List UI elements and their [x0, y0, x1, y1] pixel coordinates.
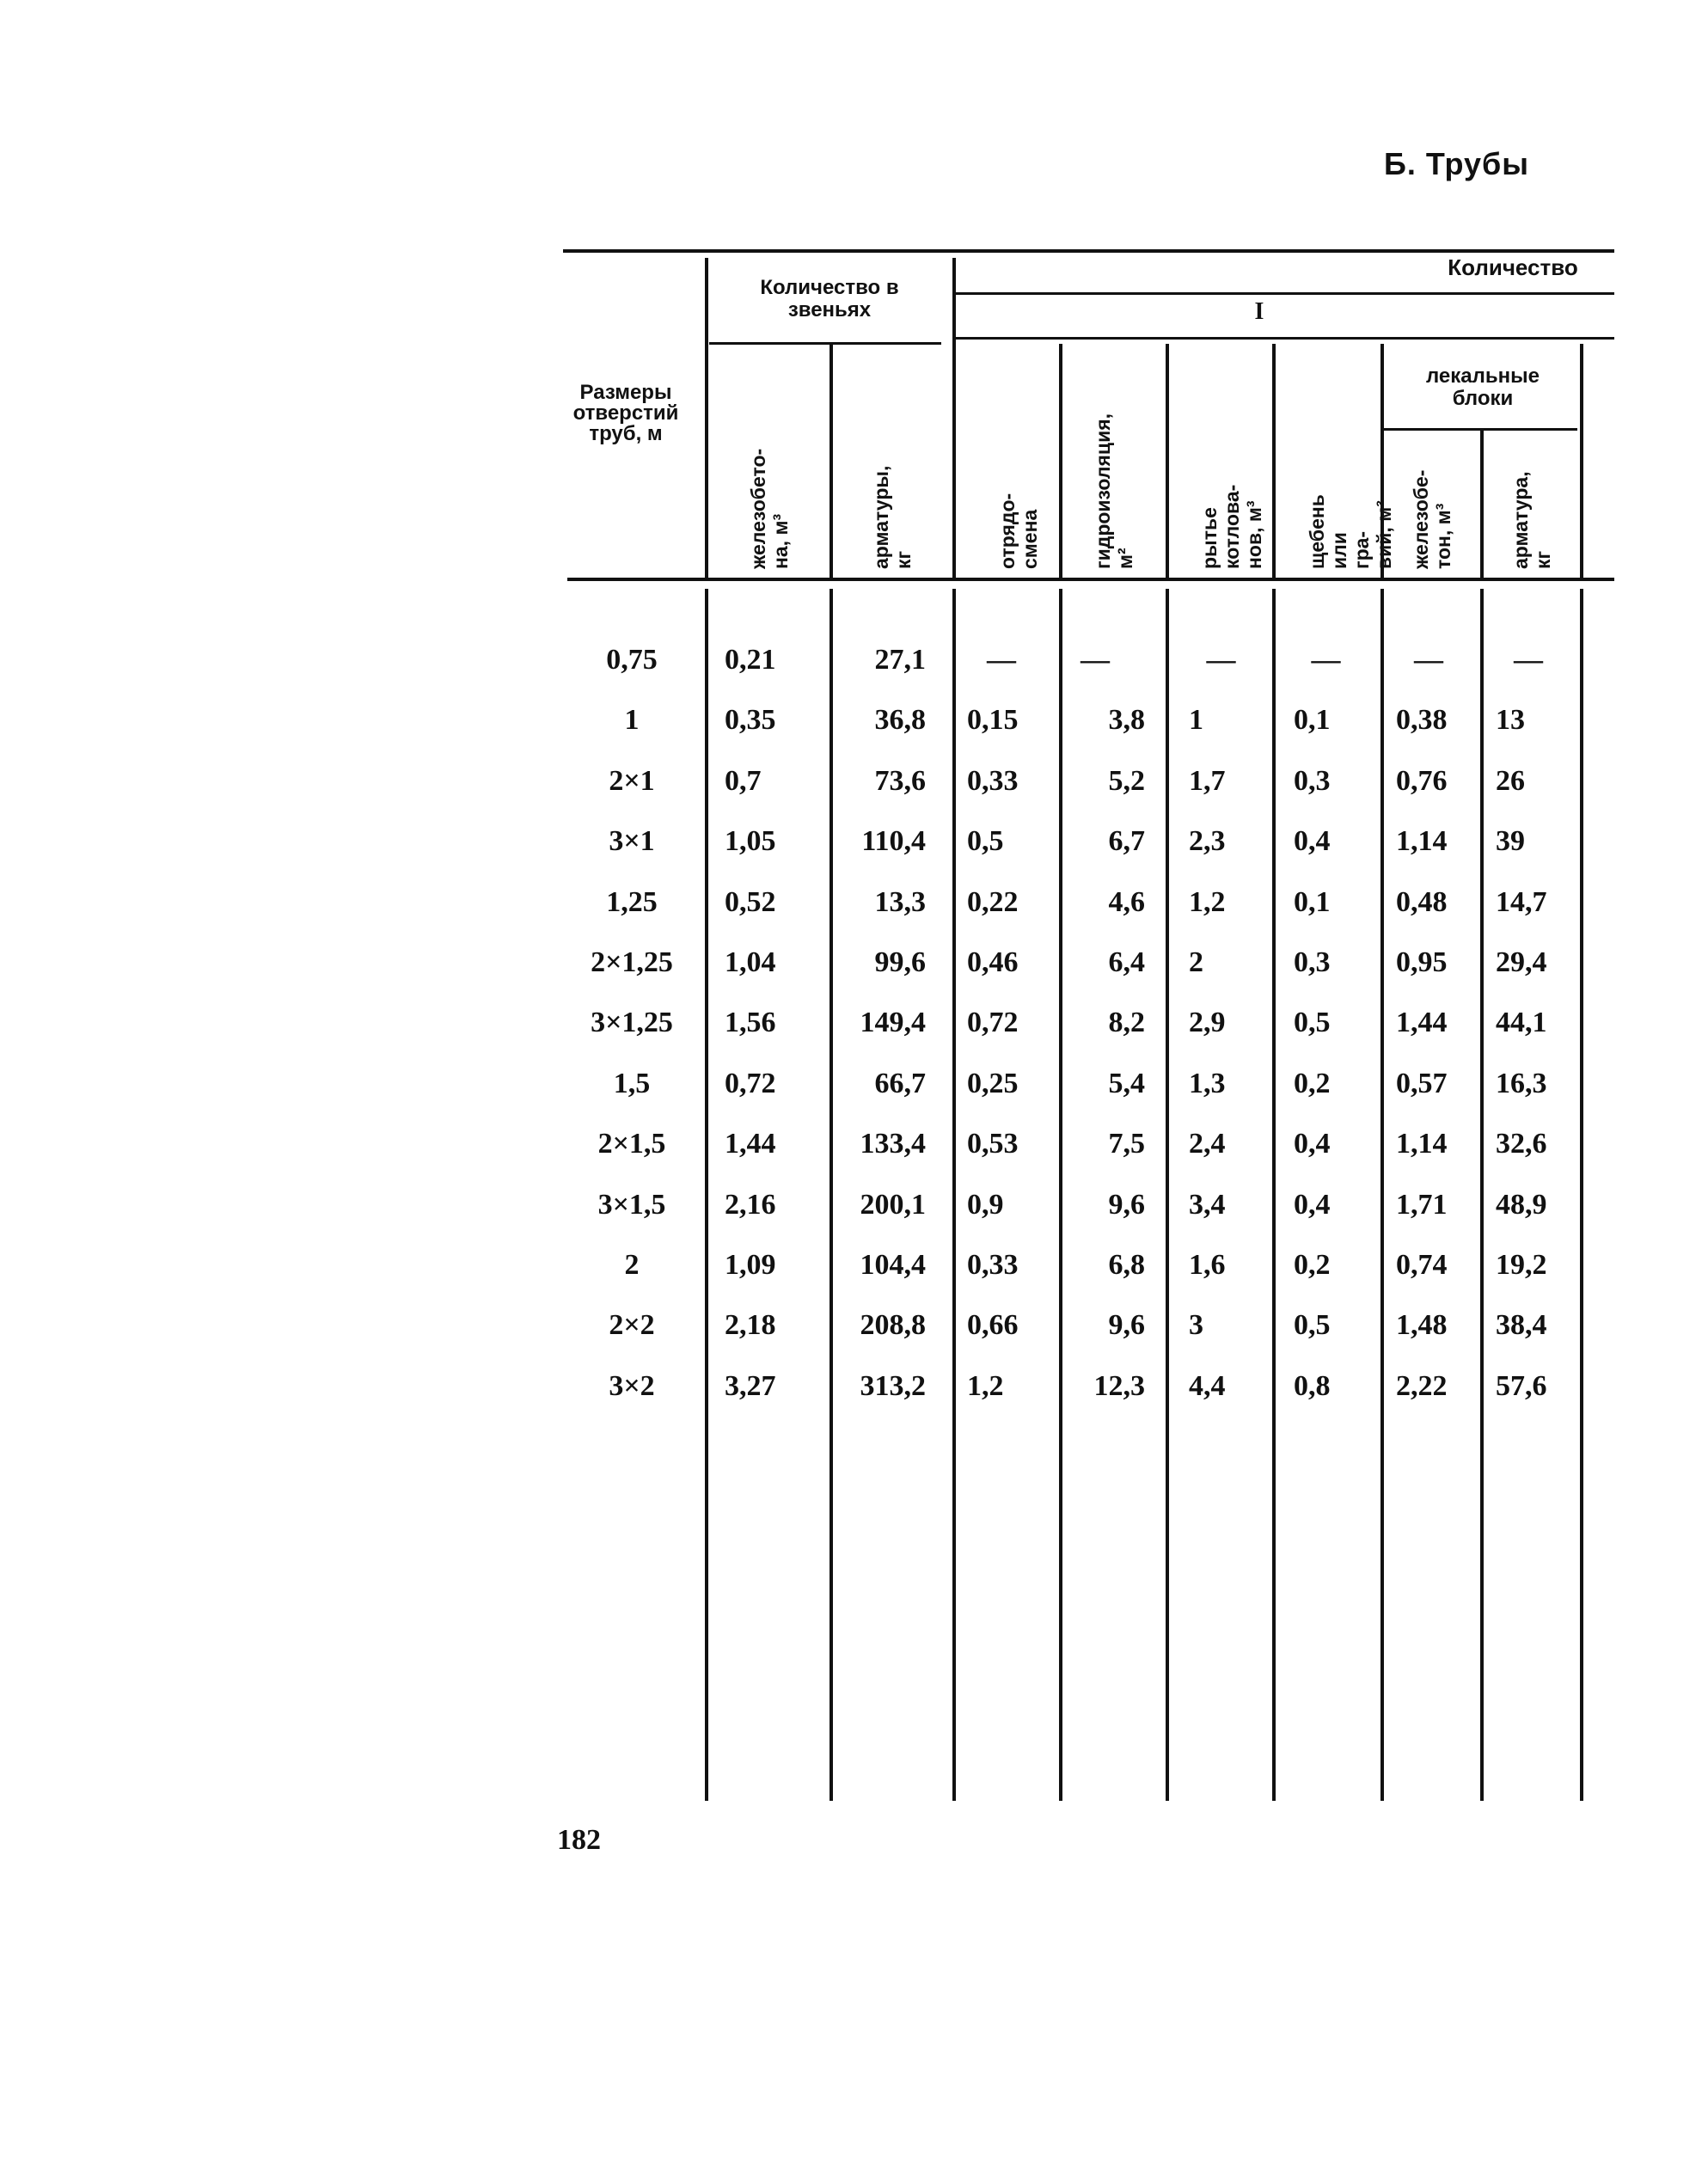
table-cell: 1,71: [1396, 1188, 1448, 1221]
table-cell: 0,72: [725, 1067, 776, 1099]
table-cell: 16,3: [1496, 1067, 1547, 1099]
table-cell: 1,6: [1189, 1249, 1226, 1281]
column-header-3: [996, 370, 1041, 569]
column-header-label: железобе- тон, м³: [1410, 469, 1454, 569]
table-cell: 2: [1189, 946, 1203, 978]
table-cell: 0,4: [1294, 1128, 1331, 1160]
column-rule-header: [1480, 430, 1484, 578]
table-cell: 2,4: [1189, 1128, 1226, 1160]
table-cell: 0,57: [1396, 1067, 1448, 1099]
table-cell: 0,9: [967, 1188, 1004, 1221]
table-cell: 0,35: [725, 704, 776, 737]
table-cell: 0,72: [967, 1007, 1019, 1039]
table-cell: —: [1206, 644, 1236, 676]
table-cell: 19,2: [1496, 1249, 1547, 1281]
table-cell: 0,53: [967, 1128, 1019, 1160]
column-rule-body: [1480, 589, 1484, 1801]
table-cell: 9,6: [1108, 1188, 1145, 1221]
column-header-8: [1509, 434, 1554, 569]
table-cell: 110,4: [861, 825, 926, 858]
table-cell: 0,74: [1396, 1249, 1448, 1281]
table-cell: 1,2: [1189, 885, 1226, 918]
table-cell: 6,8: [1108, 1249, 1145, 1281]
table-cell: 0,5: [1294, 1007, 1331, 1039]
table-cell: —: [1514, 644, 1543, 676]
row-label-header: Размеры отверстий труб, м: [572, 381, 679, 445]
table-cell: 0,5: [1294, 1309, 1331, 1342]
table-cell: 0,3: [1294, 764, 1331, 797]
column-rule-body: [705, 589, 708, 1801]
column-header-label: арматура, кг: [1509, 471, 1554, 569]
table-cell: 2,16: [725, 1188, 776, 1221]
column-rule-header: [952, 258, 956, 578]
table-cell: 29,4: [1496, 946, 1547, 978]
table-cell: 73,6: [874, 764, 926, 797]
table-cell: —: [1081, 644, 1110, 676]
table-cell: —: [1414, 644, 1443, 676]
row-label: 3×1: [609, 825, 655, 858]
column-rule-body: [1580, 589, 1583, 1801]
table-cell: —: [1311, 644, 1341, 676]
table-cell: 6,4: [1108, 946, 1145, 978]
blocks-group-header: лекальные блоки: [1426, 364, 1540, 410]
row-label: 3×2: [609, 1369, 655, 1402]
section-title: Б. Трубы: [1384, 146, 1530, 181]
table-cell: 1,44: [1396, 1007, 1448, 1039]
table-cell: 0,76: [1396, 764, 1448, 797]
row-label: 2×1: [609, 764, 655, 797]
table-cell: 32,6: [1496, 1128, 1547, 1160]
table-cell: 2,22: [1396, 1369, 1448, 1402]
table-cell: 0,2: [1294, 1249, 1331, 1281]
table-cell: 0,25: [967, 1067, 1019, 1099]
table-cell: 0,3: [1294, 946, 1331, 978]
table-cell: 1,56: [725, 1007, 776, 1039]
table-cell: 0,33: [967, 764, 1019, 797]
table-cell: 200,1: [860, 1188, 926, 1221]
table-cell: —: [987, 644, 1016, 676]
table-cell: 4,6: [1108, 885, 1145, 918]
column-rule-header: [705, 258, 708, 578]
column-header-label: арматуры, кг: [870, 465, 915, 569]
table-cell: 1,04: [725, 946, 776, 978]
table-cell: 0,21: [725, 644, 776, 676]
table-cell: 48,9: [1496, 1188, 1547, 1221]
table-cell: 104,4: [860, 1249, 926, 1281]
column-header-7: [1410, 434, 1454, 569]
column-rule-header: [1166, 344, 1169, 578]
table-cell: 2,3: [1189, 825, 1226, 858]
table-cell: 13,3: [874, 885, 926, 918]
table-cell: 1,3: [1189, 1067, 1226, 1099]
table-cell: 1,05: [725, 825, 776, 858]
table-cell: 66,7: [874, 1067, 926, 1099]
row-label: 1,25: [606, 885, 658, 918]
row-label: 3×1,25: [591, 1007, 673, 1039]
table-cell: 12,3: [1093, 1369, 1145, 1402]
header-bottom-rule: [567, 578, 1614, 581]
table-cell: 0,95: [1396, 946, 1448, 978]
table-cell: 38,4: [1496, 1309, 1547, 1342]
table-cell: 0,5: [967, 825, 1004, 858]
column-header-6: [1306, 370, 1395, 569]
column-header-label: щебень или гра- вий, м³: [1306, 494, 1395, 569]
row-label: 0,75: [606, 644, 658, 676]
column-rule-body: [830, 589, 833, 1801]
table-cell: 0,8: [1294, 1369, 1331, 1402]
table-cell: 2,18: [725, 1309, 776, 1342]
table-cell: 27,1: [874, 644, 926, 676]
column-rule-header: [1059, 344, 1062, 578]
column-header-5: [1198, 370, 1265, 569]
column-header-label: рытье котлова- нов, м³: [1198, 484, 1265, 569]
table-cell: 0,2: [1294, 1067, 1331, 1099]
quantity-rule: [952, 292, 1614, 295]
column-rule-body: [1166, 589, 1169, 1801]
table-cell: 13: [1496, 704, 1525, 737]
table-cell: 0,22: [967, 885, 1019, 918]
table-cell: 1,09: [725, 1249, 776, 1281]
row-label: 2×1,5: [597, 1128, 666, 1160]
row-label: 2×2: [609, 1309, 655, 1342]
table-cell: 0,66: [967, 1309, 1019, 1342]
table-cell: 44,1: [1496, 1007, 1547, 1039]
quantity-group-header: Количество: [1448, 254, 1578, 280]
table-cell: 5,2: [1108, 764, 1145, 797]
table-cell: 1: [1189, 704, 1203, 737]
table-cell: 4,4: [1189, 1369, 1226, 1402]
table-cell: 0,4: [1294, 1188, 1331, 1221]
table-cell: 0,46: [967, 946, 1019, 978]
table-cell: 1,7: [1189, 764, 1226, 797]
table-cell: 0,48: [1396, 885, 1448, 918]
table-cell: 133,4: [860, 1128, 926, 1160]
table-cell: 0,1: [1294, 704, 1331, 737]
table-cell: 1,2: [967, 1369, 1004, 1402]
column-header-4: [1092, 370, 1136, 569]
table-cell: 57,6: [1496, 1369, 1547, 1402]
column-header-label: гидроизоляция, м²: [1092, 413, 1136, 569]
row-label: 1: [624, 704, 640, 737]
top-rule: [563, 249, 1614, 253]
page-number: 182: [557, 1824, 601, 1856]
table-cell: 1,14: [1396, 825, 1448, 858]
table-cell: 5,4: [1108, 1067, 1145, 1099]
table-cell: 208,8: [860, 1309, 926, 1342]
links-rule: [709, 342, 941, 345]
table-cell: 0,4: [1294, 825, 1331, 858]
row-label: 2: [624, 1249, 640, 1281]
table-cell: 99,6: [874, 946, 926, 978]
table-cell: 26: [1496, 764, 1525, 797]
table-cell: 3,27: [725, 1369, 776, 1402]
table-cell: 7,5: [1108, 1128, 1145, 1160]
table-cell: 3,4: [1189, 1188, 1226, 1221]
subgroup-rule: [952, 337, 1614, 340]
table-cell: 0,38: [1396, 704, 1448, 737]
row-label: 2×1,25: [591, 946, 673, 978]
table-cell: 149,4: [860, 1007, 926, 1039]
table-cell: 14,7: [1496, 885, 1547, 918]
table-cell: 3: [1189, 1309, 1203, 1342]
column-rule-body: [1380, 589, 1384, 1801]
row-label: 1,5: [613, 1067, 651, 1099]
table-cell: 39: [1496, 825, 1525, 858]
subgroup-one-header: I: [1254, 298, 1264, 325]
table-cell: 3,8: [1108, 704, 1145, 737]
table-cell: 36,8: [874, 704, 926, 737]
table-cell: 1,14: [1396, 1128, 1448, 1160]
table-cell: 0,52: [725, 885, 776, 918]
table-cell: 0,33: [967, 1249, 1019, 1281]
table-cell: 6,7: [1108, 825, 1145, 858]
table-cell: 0,15: [967, 704, 1019, 737]
table-cell: 2,9: [1189, 1007, 1226, 1039]
column-rule-header: [1272, 344, 1276, 578]
column-rule-body: [952, 589, 956, 1801]
row-label: 3×1,5: [597, 1188, 666, 1221]
column-header-1: [747, 370, 792, 569]
column-header-label: отрядо-смена: [996, 493, 1041, 569]
table-cell: 313,2: [860, 1369, 926, 1402]
column-rule-header: [830, 344, 833, 578]
table-cell: 8,2: [1108, 1007, 1145, 1039]
table-cell: 0,7: [725, 764, 762, 797]
column-rule-body: [1272, 589, 1276, 1801]
column-header-2: [870, 370, 915, 569]
table-cell: 1,44: [725, 1128, 776, 1160]
table-cell: 0,1: [1294, 885, 1331, 918]
column-header-label: железобето- на, м³: [746, 448, 792, 569]
table-cell: 1,48: [1396, 1309, 1448, 1342]
table-cell: 9,6: [1108, 1309, 1145, 1342]
links-group-header: Количество в звеньях: [760, 276, 899, 321]
